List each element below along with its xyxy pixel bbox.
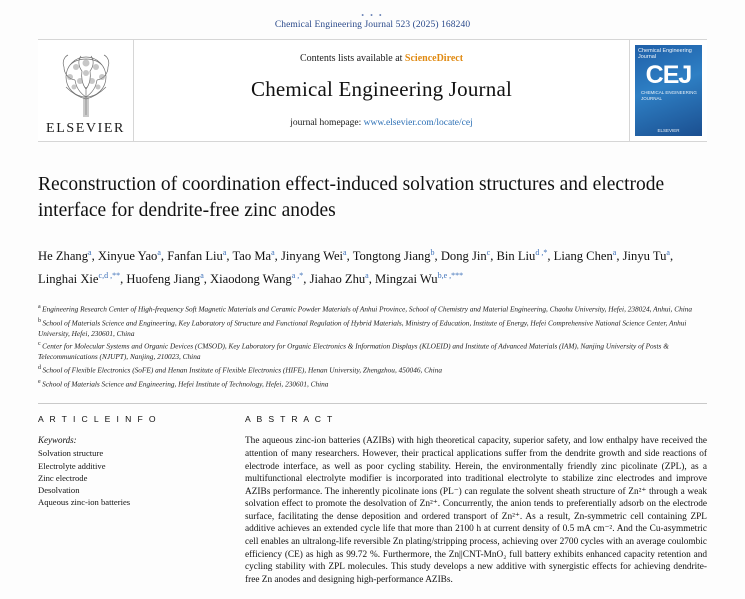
abstract-text: The aqueous zinc-ion batteries (AZIBs) with high theoretical capacity, superior safety, and low enthalpy have received the attention of many researchers. However, their practical applications suffer from the dendrite growth and side reactions of electrode interface, as well as poor cycling stability. Herein, the environmentally friendly zinc picolinate (ZPL), as a multifunctional electrolyte modifier is incorporated into traditional electrolyte to stabilize zinc electrodes and improve AZIBs performance. The inherently picolinate ions (PL⁻) can regulate the solvent sheath structure of Zn²⁺ through a weak solvation effect to promote the desolvation of Zn²⁺. Concurrently, the anion tends to preferentially adsorb on the electrode surface, facilitating the dense deposition and ordered transport of Zn²⁺. As a result, Zn-symmetric cell containing ZPL additive achieves an extended cycle life that more than 2100 h at current density of 0.5 mA cm⁻². And the Cu-asymmetric cell enables an ultralong-life reversible Zn plating/stripping process, achieving over 2700 cycles with an average coulombic efficiency (CE) as high as 99.72 %. Furthermore, the Zn||CNT-MnO₂ full battery exhibits enhanced capacity retention and cycling stability with ZPL molecules. This study develops a new additive with synergistic effects for achieving dendrite-free Zn anodes and designing high-performance AZIBs.	[245, 436, 707, 585]
journal-title: Chemical Engineering Journal	[250, 77, 513, 101]
author-name: Mingzai Wu	[375, 272, 438, 287]
author-name: Fanfan Liu	[167, 249, 223, 264]
page-title: Reconstruction of coordination effect-induced solvation structures and electrode interface for dendrite-free zinc anodes	[38, 174, 665, 221]
affiliation-item	[38, 339, 707, 362]
sciencedirect-link[interactable]: ScienceDirect	[404, 53, 464, 64]
author-name: Liang Chen	[553, 249, 613, 264]
running-head	[0, 0, 745, 30]
author-name: Tao Ma	[232, 249, 272, 264]
info-abstract-columns	[38, 414, 707, 586]
cover-acronym: CEJ	[645, 61, 692, 89]
journal-citation: Chemical Engineering Journal 523 (2025) 168240	[274, 20, 471, 30]
affiliation-mark: c	[38, 341, 43, 348]
author-name: Jiahao Zhu	[309, 272, 366, 287]
affiliation-item	[38, 302, 707, 315]
keyword-item: Electrolyte additive	[38, 460, 106, 471]
author-name: Jinyang Wei	[280, 249, 344, 264]
keyword-item: Aqueous zinc-ion batteries	[38, 497, 131, 508]
author-affiliation-mark: a	[271, 248, 275, 257]
author-name: Xiaodong Wang	[210, 272, 292, 287]
elsevier-wordmark: ELSEVIER	[46, 121, 125, 136]
running-head-dots: • • •	[361, 11, 384, 20]
author-affiliation-mark: b,e ,***	[437, 271, 464, 281]
author-name: He Zhang	[38, 249, 89, 264]
author-affiliation-mark: d ,*	[535, 248, 548, 257]
divider	[38, 403, 707, 404]
keyword-item: Zinc electrode	[38, 472, 88, 483]
author-affiliation-mark: a	[222, 248, 227, 257]
affiliation-item	[38, 316, 707, 339]
affiliation-text: School of Materials Science and Engineering, Key Laboratory of Structure and Functional Regulation of Hybrid Materials, Ministry of Education, Institute of Energy, Hefei Comprehensive National Science Center, Anhui University, Hefei, 230601, China	[38, 318, 687, 338]
abstract-heading: A B S T R A C T	[245, 414, 335, 425]
author-name: Linghai Xie	[38, 272, 99, 287]
masthead-center	[134, 40, 629, 141]
cover-publisher: ELSEVIER	[657, 128, 680, 133]
affiliation-text: Engineering Research Center of High-frequency Soft Magnetic Materials and Ceramic Powder Materials of Anhui Province, School of Chemistry and Material Engineering, Chaohu University, Hefei, 238024, Anhui, China	[42, 304, 693, 314]
keyword-item: Desolvation	[38, 484, 80, 495]
author-affiliation-mark: a	[343, 248, 347, 257]
affiliation-list	[38, 302, 707, 389]
affiliation-text: Center for Molecular Systems and Organic Devices (CMSOD), Key Laboratory for Organic Electronics & Information Displays (KLOEID) and Institute of Advanced Materials (IAM), Nanjing University of Posts & Telecommunications (NJUPT), Nanjing, 210023, China	[38, 341, 669, 362]
journal-homepage-link[interactable]: www.elsevier.com/locate/cej	[363, 118, 473, 128]
author-affiliation-mark: a	[157, 248, 161, 257]
author-name: Dong Jin	[440, 249, 487, 264]
article-info-heading: A R T I C L E I N F O	[38, 414, 158, 425]
author-affiliation-mark: b	[430, 248, 435, 257]
cover-subtitle: CHEMICAL ENGINEERING JOURNAL	[641, 90, 697, 101]
author-name: Jinyu Tu	[622, 249, 667, 264]
contents-prefix: Contents lists available at	[299, 53, 405, 64]
affiliation-mark: e	[38, 378, 43, 385]
author-name: Huofeng Jiang	[126, 272, 201, 287]
author-affiliation-mark: a	[200, 271, 204, 281]
author-affiliation-mark: c,d ,**	[98, 271, 121, 281]
author-affiliation-mark: a	[612, 248, 617, 257]
elsevier-tree-icon	[54, 53, 118, 119]
affiliation-mark: a	[38, 304, 43, 311]
keyword-item: Solvation structure	[38, 448, 104, 459]
author-list: He Zhang$^a$, Xinyue Yao$^a$, Fanfan Liu$^a$, Tao Ma$^a$, Jinyang Wei$^a$, Tongtong Jiang$^b$, Dong Jin$^c$, Bin Liu$^{d ,*}$, Liang Chen$^a$, Jinyu Tu$^a$, Linghai Xie$^{c,d ,**}$, Huofeng Jiang$^a$, Xiaodong Wang$^{a ,*}$, Jiahao Zhu$^a$, Mingzai $Wu^{b,e ,***}$	[38, 248, 674, 287]
abstract-column	[245, 414, 707, 586]
keywords-list	[38, 447, 223, 508]
article-info-column	[38, 414, 223, 586]
author-name: Xinyue Yao	[97, 249, 158, 264]
affiliation-text: School of Materials Science and Engineering, Hefei Institute of Technology, Hefei, 230601, China	[42, 378, 329, 388]
affiliation-text: School of Flexible Electronics (SoFE) and Henan Institute of Flexible Electronics (HIFE), Henan University, Zhengzhou, 450046, China	[42, 365, 442, 375]
author-name: Tongtong Jiang	[352, 249, 431, 264]
journal-cover-thumb	[629, 40, 707, 141]
author-affiliation-mark: a	[88, 248, 92, 257]
author-affiliation-mark: a	[666, 248, 670, 257]
affiliation-item	[38, 377, 707, 390]
journal-masthead	[38, 39, 707, 142]
author-affiliation-mark: c	[486, 248, 491, 257]
cej-cover-image	[635, 45, 702, 136]
publisher-logo	[38, 40, 134, 141]
affiliation-mark: d	[38, 365, 43, 372]
affiliation-mark: b	[38, 317, 43, 324]
author-name: Bin Liu	[496, 249, 536, 264]
keywords-label: Keywords:	[38, 435, 77, 446]
homepage-prefix: journal homepage:	[290, 118, 364, 128]
contents-line	[300, 53, 463, 64]
author-affiliation-mark: a	[365, 271, 369, 281]
cover-top-label: Chemical Engineering Journal	[638, 48, 692, 60]
affiliation-item	[38, 363, 707, 376]
homepage-line	[290, 118, 472, 128]
author-affiliation-mark: a ,*	[291, 271, 304, 281]
